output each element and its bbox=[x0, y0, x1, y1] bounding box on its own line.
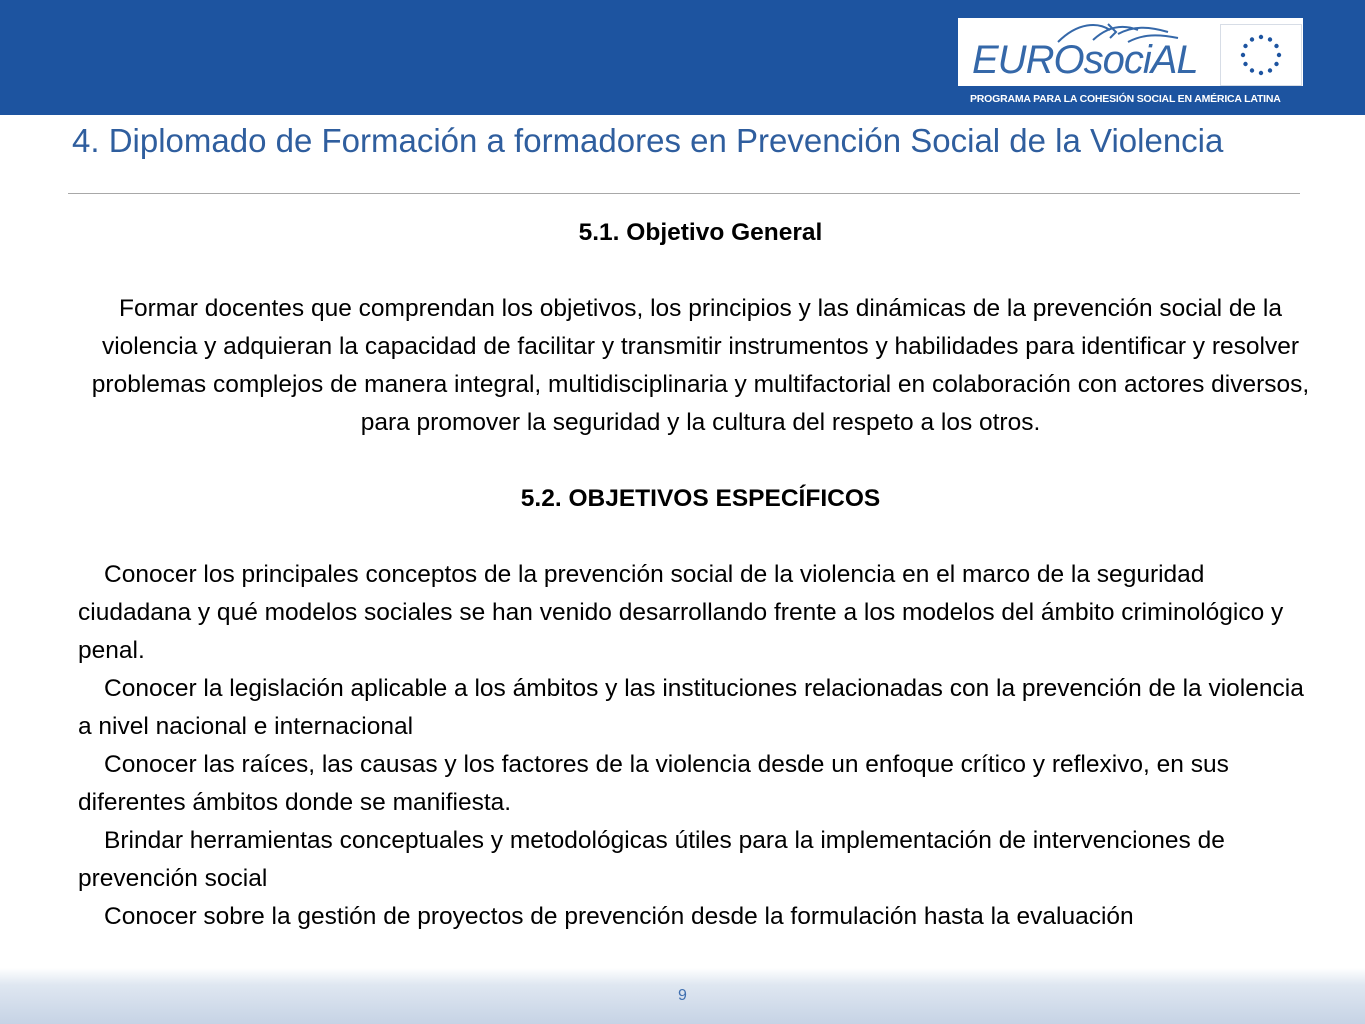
spacer bbox=[78, 518, 1323, 556]
list-item-text: Conocer la legislación aplicable a los ámbitos y las instituciones relacionadas con la prevención de la violencia a nivel nacional e internacional bbox=[78, 675, 1304, 740]
specific-objectives-heading: 5.2. OBJETIVOS ESPECÍFICOS bbox=[520, 485, 881, 512]
general-objective-text: Formar docentes que comprendan los objetivos, los principios y las dinámicas de la prevención social de la violencia y adquieran la capacidad de facilitar y transmitir instrumentos y habilidades para identificar y resolver problemas complejos de manera integral, multidisciplinaria y multifactorial en colaboración con actores diversos, para promover la seguridad y la cultura del respeto a los otros. bbox=[91, 295, 1310, 436]
list-item-text: Brindar herramientas conceptuales y metodológicas útiles para la implementación de intervenciones de prevención social bbox=[78, 827, 1225, 892]
logo-tagline-strip bbox=[958, 86, 1303, 112]
header-band bbox=[0, 0, 1365, 115]
list-item-text: Conocer las raíces, las causas y los factores de la violencia desde un enfoque crítico y reflexivo, en sus diferentes ámbitos donde se manifiesta. bbox=[78, 751, 1229, 816]
spacer bbox=[78, 442, 1323, 480]
page-number: 9 bbox=[678, 987, 687, 1004]
list-item bbox=[78, 898, 1323, 936]
eurosocial-logo bbox=[958, 18, 1303, 112]
title-divider bbox=[68, 193, 1300, 194]
specific-objectives-list bbox=[78, 556, 1323, 936]
list-item bbox=[78, 746, 1323, 822]
logo-wordmark-text: EUROsociAL bbox=[972, 38, 1198, 82]
spacer bbox=[78, 252, 1323, 290]
eu-flag-icon bbox=[1220, 24, 1302, 86]
general-objective-heading: 5.1. Objetivo General bbox=[578, 219, 823, 246]
list-item-text: Conocer sobre la gestión de proyectos de prevención desde la formulación hasta la evaluación bbox=[104, 903, 1134, 930]
slide-content bbox=[78, 214, 1323, 936]
logo-tagline: PROGRAMA PARA LA COHESIÓN SOCIAL EN AMÉRICA LATINA bbox=[970, 93, 1281, 105]
list-item bbox=[78, 670, 1323, 746]
list-item bbox=[78, 556, 1323, 670]
logo-wordmark bbox=[972, 38, 1198, 83]
list-item bbox=[78, 822, 1323, 898]
list-item-text: Conocer los principales conceptos de la prevención social de la violencia en el marco de la seguridad ciudadana y qué modelos sociales se han venido desarrollando frente a los modelos del ámbito criminológico y penal. bbox=[78, 561, 1284, 664]
slide-title: 4. Diplomado de Formación a formadores en Prevención Social de la Violencia bbox=[72, 122, 1224, 159]
